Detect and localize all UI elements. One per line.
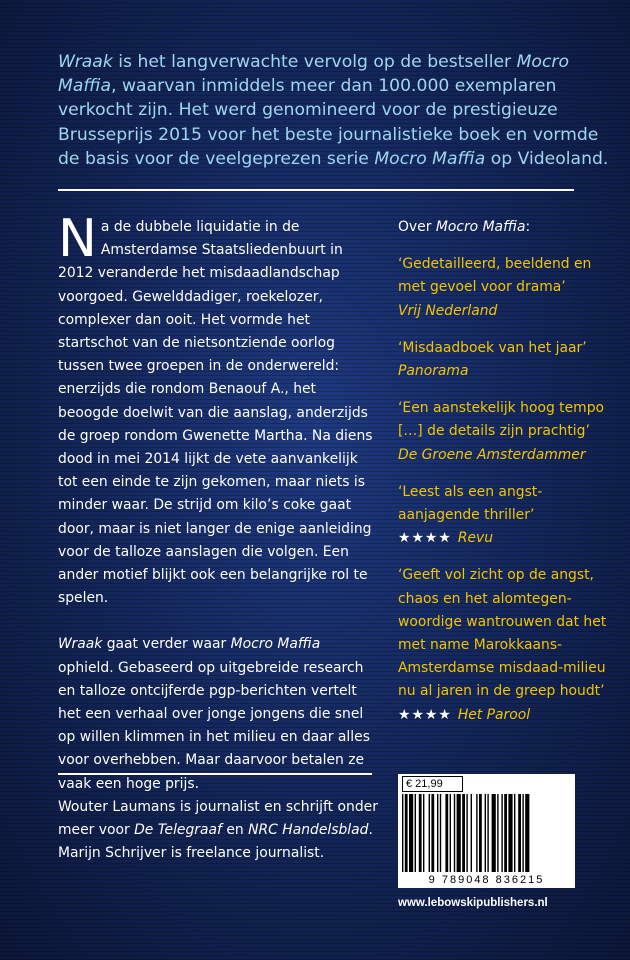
barcode-stripe xyxy=(409,794,413,872)
barcode-stripe xyxy=(450,794,451,872)
intro-text-part1: is het langverwachte vervolg op de bestseller xyxy=(112,52,517,72)
review-source-line xyxy=(398,527,623,550)
barcode-stripe xyxy=(514,794,515,872)
barcode-stripe xyxy=(405,794,408,872)
synopsis-text-1: a de dubbele liquidatie in de Amsterdamse Staatsliedenbuurt in 2012 veranderde het misdaadlandschap voorgoed. Gewelddadiger, roekelozer, complexer dan ooit. Het vormde het startschot van de nietsontziende oorlog tussen twee groepen in de onderwereld: enerzijds die rondom Benaouf A., het beoogde doelwit van die aanslag, anderzijds de groep rondom Gwenette Martha. Na diens dood in mei 2014 lijkt de vete aanvankelijk tot een einde te zijn gekomen, maar niets is minder waar. De strijd om kilo’s coke gaat door, maar is niet langer de enige aanleiding voor de talloze aanslagen die volgen. Een ander motief blijkt ook een belangrijke rol te spelen. xyxy=(58,219,373,607)
review-quote xyxy=(398,481,623,551)
author-bio-paper-1: De Telegraaf xyxy=(134,822,222,839)
publisher-website: www.lebowskipublishers.nl xyxy=(398,897,548,909)
barcode-stripe xyxy=(437,794,438,872)
review-quote xyxy=(398,397,623,467)
barcode-stripe xyxy=(402,794,403,872)
top-divider xyxy=(58,189,574,191)
barcode-stripe xyxy=(462,794,465,872)
intro-series-title: Mocro Maffia xyxy=(374,148,486,169)
barcode-stripe xyxy=(431,794,434,872)
synopsis-text-2b: ophield. Gebaseerd op uitgebreide research en talloze ontcijferde pgp-berichten vertelt het een verhaal over jonge jongens die snel op willen klimmen in het milieu en daar alles voor overhebben. Maar daarvoor betalen ze vaak een hoge prijs. xyxy=(58,659,370,792)
barcode-stripe xyxy=(492,794,496,872)
review-source: Panorama xyxy=(398,363,469,380)
review-quote xyxy=(398,564,623,726)
barcode-stripe xyxy=(485,794,486,872)
barcode-stripe xyxy=(457,794,461,872)
review-source: Het Parool xyxy=(457,706,531,723)
review-source: Revu xyxy=(457,530,494,547)
star-rating: ★★★★ xyxy=(398,530,452,547)
barcode-stripe xyxy=(522,794,523,872)
intro-text-part2: , waarvan inmiddels meer dan 100.000 exemplaren verkocht zijn. Het werd genomineerd voor de prestigieuze Brusseprijs 2015 voor het beste journalistieke boek en vormde de basis voor de veelgeprezen serie xyxy=(58,76,599,169)
barcode-stripe xyxy=(497,794,498,872)
barcode-stripe xyxy=(479,794,482,872)
author-bio-text-2: . Marijn Schrijver is freelance journalist. xyxy=(58,822,373,862)
review-text: ‘Gedetailleerd, beeldend en met gevoel voor drama’ xyxy=(398,256,592,296)
review-text: ‘Leest als een angst-aanjagende thriller’ xyxy=(398,483,543,524)
isbn-number: 9 789048 836215 xyxy=(428,874,545,886)
synopsis-paragraph-2 xyxy=(58,633,378,795)
barcode-stripe xyxy=(419,794,422,872)
barcode-stripe xyxy=(518,794,521,872)
intro-text-part3: op Videoland. xyxy=(485,148,609,169)
price-tag: € 21,99 xyxy=(402,776,463,792)
barcode-stripe xyxy=(415,794,416,872)
barcode-stripe xyxy=(423,794,424,872)
review-source: De Groene Amsterdammer xyxy=(398,446,586,463)
barcode-stripe xyxy=(476,794,477,872)
barcode-stripe xyxy=(445,794,448,872)
intro-blurb xyxy=(58,50,618,171)
review-source: Vrij Nederland xyxy=(398,302,498,319)
author-bio xyxy=(58,796,388,866)
barcode-stripe xyxy=(454,794,455,872)
bottom-divider xyxy=(58,773,372,775)
reviews-heading-suffix: : xyxy=(525,219,531,235)
review-quote xyxy=(398,253,623,323)
barcode-stripe xyxy=(471,794,472,872)
barcode-stripe xyxy=(508,794,512,872)
review-quote xyxy=(398,337,623,383)
review-quotes xyxy=(398,216,623,741)
synopsis-title-word: Wraak xyxy=(58,636,103,653)
synopsis-book-title: Mocro Maffia xyxy=(230,636,321,653)
star-rating: ★★★★ xyxy=(398,706,452,723)
intro-title-word: Wraak xyxy=(58,52,113,72)
synopsis xyxy=(58,209,378,796)
barcode-stripe xyxy=(504,794,507,872)
synopsis-text-2a: gaat verder waar xyxy=(102,636,231,653)
intro-book-title: Mocro Maffia xyxy=(58,52,569,97)
author-bio-and: en xyxy=(221,822,249,839)
barcode-stripe xyxy=(429,794,430,872)
review-text: ‘Een aanstekelijk hoog tempo […] de details zijn prachtig’ xyxy=(398,400,605,440)
author-bio-paper-2: NRC Handelsblad xyxy=(248,822,369,839)
reviews-heading-book: Mocro Maffia xyxy=(435,219,526,235)
barcode-label xyxy=(398,774,575,888)
review-source-line xyxy=(398,704,623,727)
synopsis-paragraph-1 xyxy=(58,209,378,610)
reviews-heading-prefix: Over xyxy=(398,219,436,235)
barcode-icon xyxy=(402,794,571,872)
review-text: ‘Misdaadboek van het jaar’ xyxy=(398,339,587,356)
barcode-stripe xyxy=(466,794,467,872)
barcode-stripe xyxy=(501,794,502,872)
author-bio-text-1: Wouter Laumans is journalist en schrijft onder meer voor xyxy=(58,799,378,839)
drop-cap: N xyxy=(58,209,97,269)
barcode-stripe xyxy=(525,794,529,872)
barcode-stripe xyxy=(487,794,488,872)
review-text: ‘Geeft vol zicht op de angst, chaos en het alomtegen-woordige wantrouwen dat het met name Marokkaans-Amsterdamse misdaad-milieu nu al jaren in de greep houdt’ xyxy=(398,567,607,700)
reviews-heading xyxy=(398,216,623,239)
barcode-stripe xyxy=(440,794,441,872)
